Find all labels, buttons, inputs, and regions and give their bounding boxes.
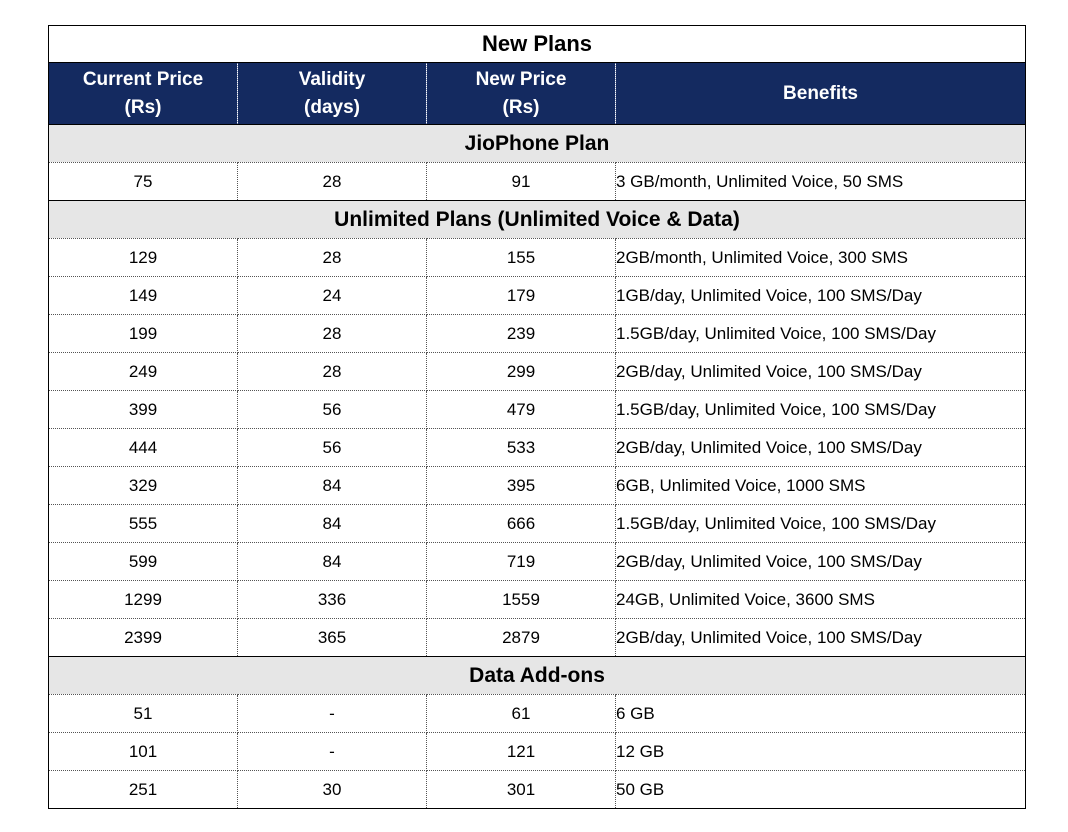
cell-benefits: 1.5GB/day, Unlimited Voice, 100 SMS/Day [616,505,1026,543]
table-row [49,581,1026,619]
cell-benefits: 12 GB [616,733,1026,771]
plans-table [48,25,1026,809]
cell-new-price: 479 [427,391,616,429]
cell-current-price: 149 [49,277,238,315]
table-title: New Plans [49,26,1026,63]
column-header-line: (days) [304,96,360,118]
cell-new-price: 395 [427,467,616,505]
cell-benefits: 1GB/day, Unlimited Voice, 100 SMS/Day [616,277,1026,315]
cell-new-price: 719 [427,543,616,581]
cell-validity: 28 [238,163,427,201]
table-row [49,353,1026,391]
table-row [49,543,1026,581]
table-row [49,239,1026,277]
cell-validity: 84 [238,467,427,505]
table-row [49,619,1026,657]
cell-benefits: 24GB, Unlimited Voice, 3600 SMS [616,581,1026,619]
cell-new-price: 2879 [427,619,616,657]
cell-current-price: 399 [49,391,238,429]
cell-current-price: 129 [49,239,238,277]
cell-new-price: 1559 [427,581,616,619]
section-title: JioPhone Plan [49,125,1026,163]
section-title: Data Add-ons [49,657,1026,695]
cell-validity: 336 [238,581,427,619]
table-row [49,315,1026,353]
cell-benefits: 2GB/day, Unlimited Voice, 100 SMS/Day [616,353,1026,391]
column-header-benefits [616,63,1026,125]
column-header-line: Validity [298,68,366,90]
cell-benefits: 6GB, Unlimited Voice, 1000 SMS [616,467,1026,505]
title-row [49,26,1026,63]
cell-new-price: 239 [427,315,616,353]
cell-current-price: 599 [49,543,238,581]
section-row [49,125,1026,163]
cell-validity: 28 [238,353,427,391]
cell-new-price: 91 [427,163,616,201]
cell-new-price: 299 [427,353,616,391]
table-row [49,467,1026,505]
cell-current-price: 249 [49,353,238,391]
column-header-current-price [49,63,238,125]
cell-benefits: 2GB/month, Unlimited Voice, 300 SMS [616,239,1026,277]
cell-new-price: 533 [427,429,616,467]
cell-benefits: 2GB/day, Unlimited Voice, 100 SMS/Day [616,429,1026,467]
section-row [49,201,1026,239]
header-row [49,63,1026,125]
cell-validity: 84 [238,505,427,543]
cell-validity: - [238,695,427,733]
cell-validity: 56 [238,429,427,467]
section-title: Unlimited Plans (Unlimited Voice & Data) [49,201,1026,239]
column-header-line: New Price [475,68,567,90]
cell-new-price: 301 [427,771,616,809]
column-header-validity [238,63,427,125]
table-row [49,163,1026,201]
cell-validity: 24 [238,277,427,315]
table-body [49,26,1026,809]
column-header-line: Current Price [82,68,204,90]
cell-benefits: 1.5GB/day, Unlimited Voice, 100 SMS/Day [616,391,1026,429]
cell-validity: 84 [238,543,427,581]
cell-validity: 56 [238,391,427,429]
table-row [49,429,1026,467]
cell-current-price: 329 [49,467,238,505]
cell-current-price: 2399 [49,619,238,657]
column-header-line: Benefits [783,82,858,104]
table-row [49,505,1026,543]
cell-current-price: 251 [49,771,238,809]
section-row [49,657,1026,695]
table-row [49,695,1026,733]
cell-benefits: 3 GB/month, Unlimited Voice, 50 SMS [616,163,1026,201]
cell-benefits: 1.5GB/day, Unlimited Voice, 100 SMS/Day [616,315,1026,353]
cell-current-price: 555 [49,505,238,543]
cell-new-price: 666 [427,505,616,543]
table-row [49,771,1026,809]
cell-current-price: 444 [49,429,238,467]
cell-benefits: 2GB/day, Unlimited Voice, 100 SMS/Day [616,543,1026,581]
table-row [49,277,1026,315]
cell-new-price: 61 [427,695,616,733]
table-row [49,733,1026,771]
cell-current-price: 1299 [49,581,238,619]
cell-new-price: 155 [427,239,616,277]
column-header-new-price [427,63,616,125]
column-header-line: (Rs) [124,96,162,118]
cell-current-price: 101 [49,733,238,771]
cell-validity: 365 [238,619,427,657]
cell-benefits: 6 GB [616,695,1026,733]
cell-benefits: 2GB/day, Unlimited Voice, 100 SMS/Day [616,619,1026,657]
cell-current-price: 199 [49,315,238,353]
table-row [49,391,1026,429]
cell-validity: - [238,733,427,771]
cell-validity: 28 [238,315,427,353]
column-header-line: (Rs) [502,96,540,118]
cell-current-price: 75 [49,163,238,201]
cell-new-price: 179 [427,277,616,315]
cell-validity: 28 [238,239,427,277]
cell-validity: 30 [238,771,427,809]
cell-current-price: 51 [49,695,238,733]
cell-benefits: 50 GB [616,771,1026,809]
cell-new-price: 121 [427,733,616,771]
